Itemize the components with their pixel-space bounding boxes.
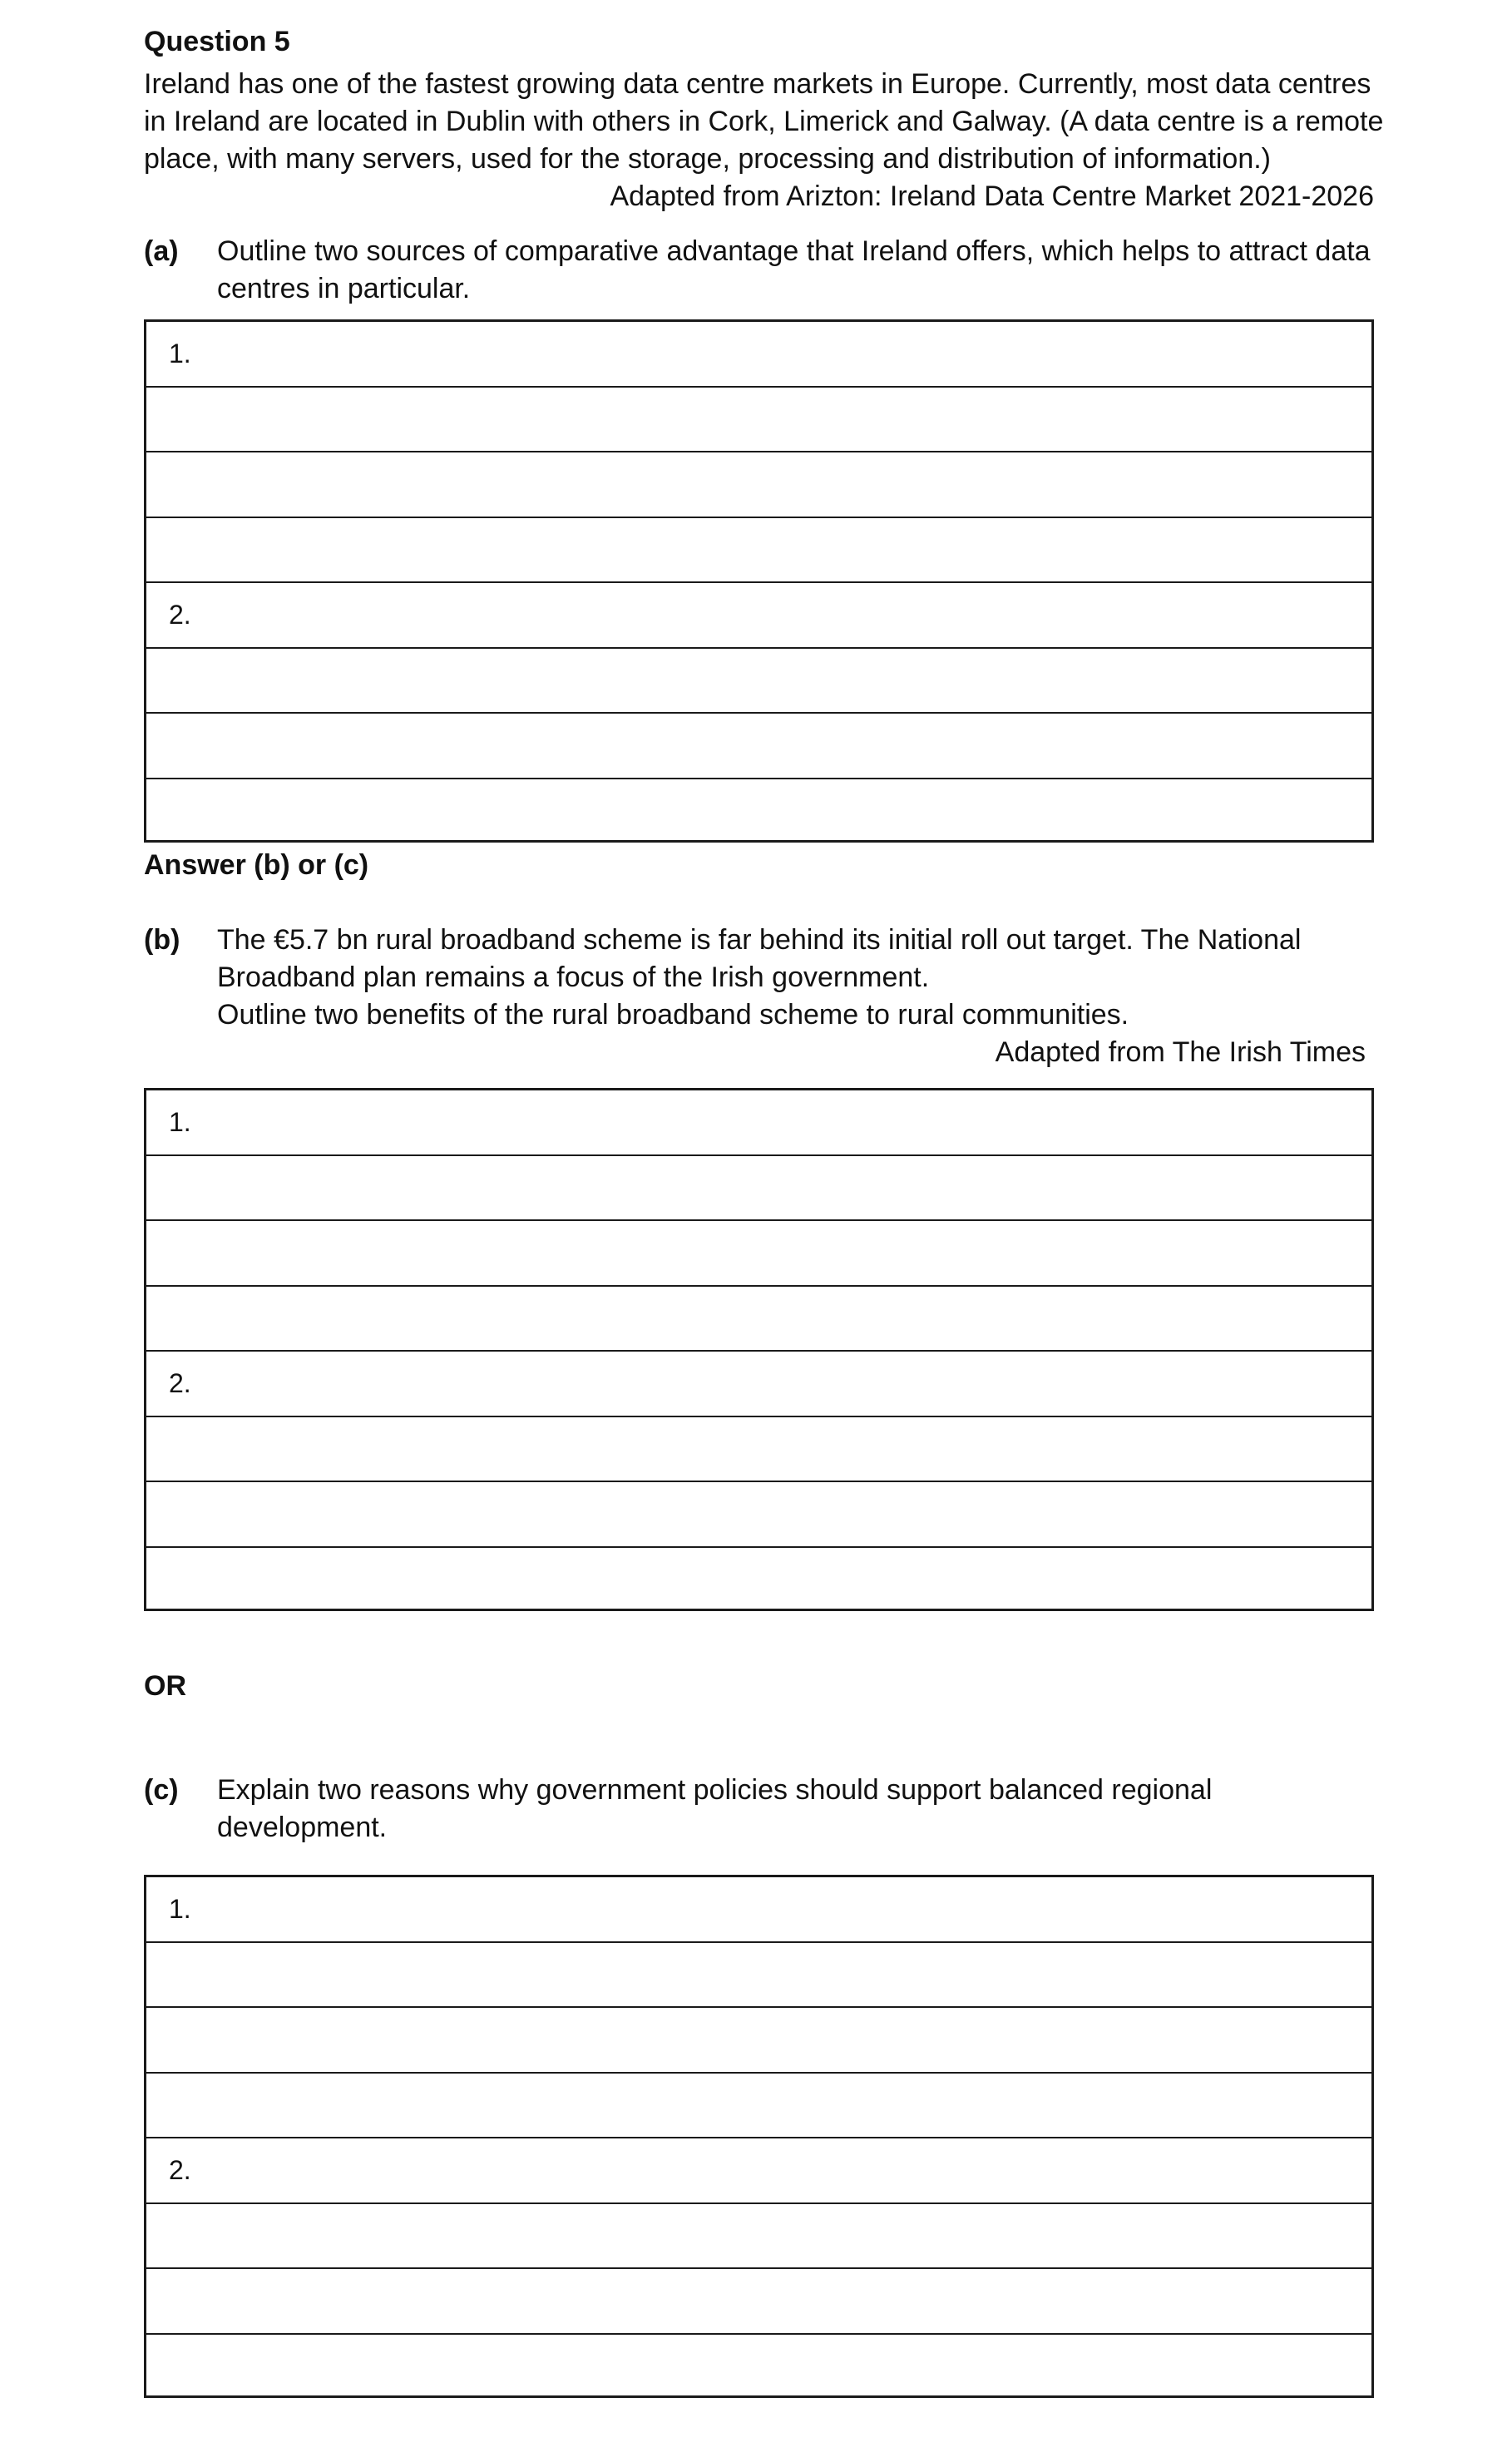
answer-number: 1. bbox=[169, 1894, 191, 1924]
part-b-label: (b) bbox=[144, 924, 180, 956]
answer-line[interactable] bbox=[146, 1548, 1371, 1614]
intro-source: Adapted from Arizton: Ireland Data Centre Market 2021-2026 bbox=[610, 180, 1374, 212]
answer-line[interactable] bbox=[146, 779, 1371, 845]
answer-line[interactable] bbox=[146, 1877, 1371, 1943]
part-b-prompt-line: The €5.7 bn rural broadband scheme is far behind its initial roll out target. The National bbox=[217, 924, 1302, 956]
answer-line[interactable] bbox=[146, 388, 1371, 453]
answer-line[interactable] bbox=[146, 649, 1371, 714]
answer-line[interactable] bbox=[146, 1156, 1371, 1222]
answer-line[interactable] bbox=[146, 1943, 1371, 2009]
answer-line[interactable] bbox=[146, 1482, 1371, 1548]
answer-line[interactable] bbox=[146, 2204, 1371, 2270]
part-b-answer-box[interactable] bbox=[144, 1088, 1374, 1611]
answer-number: 2. bbox=[169, 600, 191, 630]
intro-line: in Ireland are located in Dublin with others in Cork, Limerick and Galway. (A data centre is a remote bbox=[144, 106, 1384, 137]
part-a-label: (a) bbox=[144, 235, 179, 267]
part-a-answer-box[interactable] bbox=[144, 319, 1374, 843]
answer-line[interactable] bbox=[146, 322, 1371, 388]
answer-line[interactable] bbox=[146, 452, 1371, 518]
answer-number: 1. bbox=[169, 339, 191, 368]
question-title: Question 5 bbox=[144, 26, 290, 57]
answer-line[interactable] bbox=[146, 1287, 1371, 1352]
part-a-prompt-line: centres in particular. bbox=[217, 273, 471, 304]
answer-number: 2. bbox=[169, 1368, 191, 1398]
answer-number: 1. bbox=[169, 1107, 191, 1137]
answer-line[interactable] bbox=[146, 1221, 1371, 1287]
answer-line[interactable] bbox=[146, 583, 1371, 649]
part-b-source: Adapted from The Irish Times bbox=[995, 1036, 1366, 1068]
intro-line: place, with many servers, used for the storage, processing and distribution of information.) bbox=[144, 143, 1272, 175]
intro-line: Ireland has one of the fastest growing data centre markets in Europe. Currently, most data centres bbox=[144, 68, 1371, 100]
answer-instruction: Answer (b) or (c) bbox=[144, 849, 369, 881]
part-a-prompt-line: Outline two sources of comparative advantage that Ireland offers, which helps to attract data bbox=[217, 235, 1371, 267]
answer-line[interactable] bbox=[146, 1352, 1371, 1417]
answer-line[interactable] bbox=[146, 2074, 1371, 2139]
answer-line[interactable] bbox=[146, 2138, 1371, 2204]
part-c-label: (c) bbox=[144, 1774, 179, 1806]
answer-line[interactable] bbox=[146, 1090, 1371, 1156]
answer-line[interactable] bbox=[146, 714, 1371, 779]
part-c-answer-box[interactable] bbox=[144, 1875, 1374, 2398]
answer-number: 2. bbox=[169, 2155, 191, 2185]
answer-line[interactable] bbox=[146, 2335, 1371, 2400]
part-b-prompt-line: Outline two benefits of the rural broadband scheme to rural communities. bbox=[217, 999, 1129, 1031]
part-b-prompt-line: Broadband plan remains a focus of the Irish government. bbox=[217, 962, 930, 993]
answer-line[interactable] bbox=[146, 2269, 1371, 2335]
or-label: OR bbox=[144, 1670, 186, 1702]
answer-line[interactable] bbox=[146, 518, 1371, 584]
part-c-prompt-line: development. bbox=[217, 1812, 388, 1843]
answer-line[interactable] bbox=[146, 1417, 1371, 1483]
answer-line[interactable] bbox=[146, 2008, 1371, 2074]
part-c-prompt-line: Explain two reasons why government policies should support balanced regional bbox=[217, 1774, 1213, 1806]
